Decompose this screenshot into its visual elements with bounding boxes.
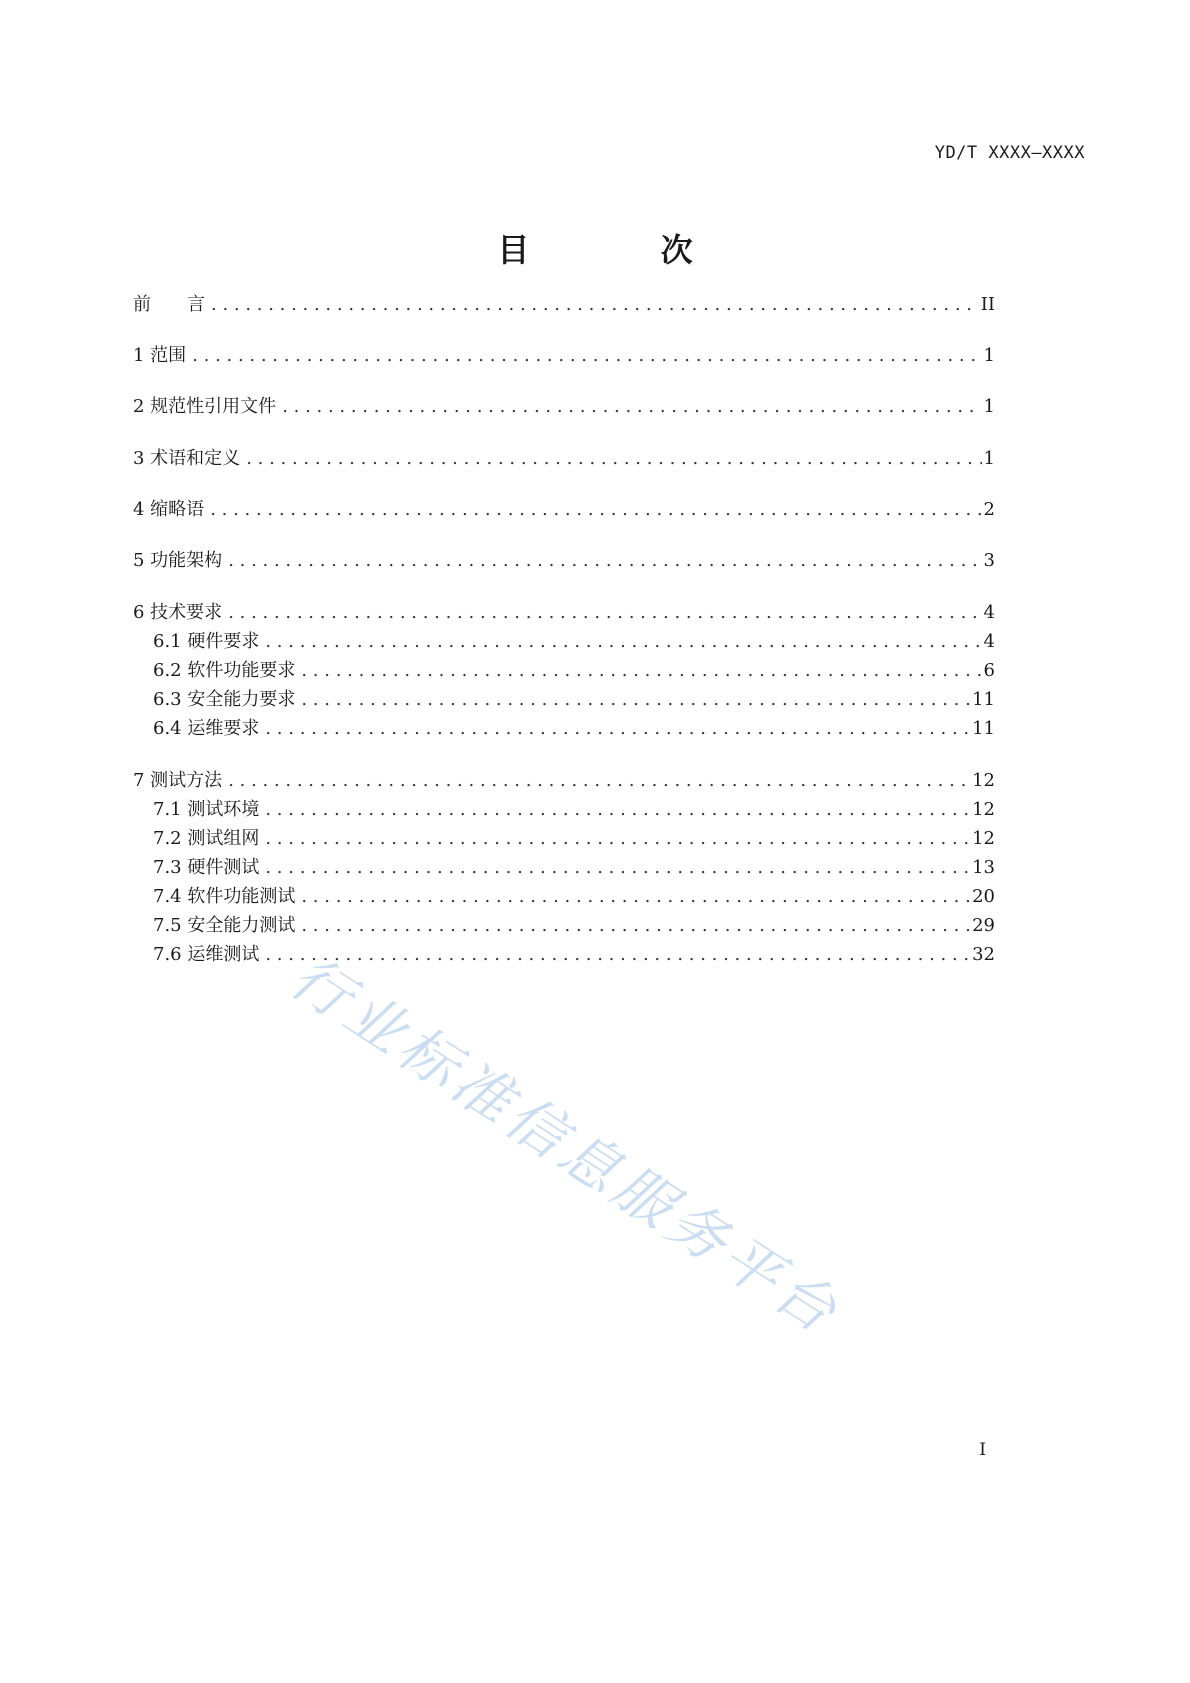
toc-leader-dots (301, 885, 970, 909)
toc-entry-label: 7.2 测试组网 (153, 828, 260, 849)
toc-entry-7[interactable] (133, 769, 995, 793)
toc-title: 目 次 (497, 231, 753, 269)
toc-leader-dots (228, 601, 981, 625)
toc-entry-label: 6.4 运维要求 (153, 718, 260, 739)
toc-entry-page: 1 (983, 448, 995, 469)
toc-leader-dots (301, 914, 970, 938)
toc-entry-label: 1 范围 (133, 345, 187, 366)
toc-entry-4[interactable] (133, 498, 995, 522)
toc-entry-page: 13 (972, 857, 995, 878)
toc-entry-label: 6 技术要求 (133, 602, 223, 623)
toc-entry-6-3[interactable] (153, 688, 995, 712)
toc-entry-page: II (980, 294, 995, 315)
toc-entry-page: 20 (972, 886, 995, 907)
toc-entry-6-2[interactable] (153, 659, 995, 683)
toc-entry-page: 12 (972, 799, 995, 820)
toc-entry-label: 7 测试方法 (133, 770, 223, 791)
toc-entry-page: 2 (983, 499, 995, 520)
toc-leader-dots (265, 717, 970, 741)
toc-entry-7-3[interactable] (153, 856, 995, 880)
toc-entry-6[interactable] (133, 601, 995, 625)
toc-entry-label: 前 言 (133, 294, 205, 315)
toc-entry-2[interactable] (133, 395, 995, 419)
toc-leader-dots (265, 798, 970, 822)
toc-entry-page: 6 (983, 660, 995, 681)
toc-entry-7-5[interactable] (153, 914, 995, 938)
toc-entry-label: 7.6 运维测试 (153, 944, 260, 965)
page-number: I (979, 1440, 986, 1460)
toc-entry-page: 12 (972, 770, 995, 791)
watermark: 行业标准信息服务平台 (278, 942, 853, 1349)
toc-leader-dots (265, 827, 970, 851)
toc-entry-6-1[interactable] (153, 630, 995, 654)
toc-leader-dots (246, 447, 981, 471)
toc-leader-dots (265, 856, 970, 880)
toc-entry-page: 11 (972, 718, 995, 739)
toc-leader-dots (282, 395, 981, 419)
toc-entry-label: 5 功能架构 (133, 550, 223, 571)
toc-entry-page: 4 (983, 602, 995, 623)
toc-entry-page: 3 (983, 550, 995, 571)
toc-leader-dots (228, 549, 981, 573)
toc-entry-7-1[interactable] (153, 798, 995, 822)
toc-entry-page: 12 (972, 828, 995, 849)
toc-entry-6-4[interactable] (153, 717, 995, 741)
toc-entry-label: 6.3 安全能力要求 (153, 689, 296, 710)
toc-entry-label: 7.5 安全能力测试 (153, 915, 296, 936)
toc-leader-dots (211, 293, 979, 317)
toc-entry-page: 1 (983, 345, 995, 366)
toc-leader-dots (265, 943, 970, 967)
toc-entry-label: 3 术语和定义 (133, 448, 241, 469)
toc-entry-page: 1 (983, 396, 995, 417)
toc-entry-7-4[interactable] (153, 885, 995, 909)
toc-leader-dots (192, 344, 981, 368)
toc-entry-label: 6.2 软件功能要求 (153, 660, 296, 681)
toc-entry-label: 2 规范性引用文件 (133, 396, 277, 417)
toc-entry-page: 11 (972, 689, 995, 710)
toc-entry-page: 29 (972, 915, 995, 936)
toc-entry-foreword[interactable] (133, 293, 995, 317)
toc-entry-label: 7.4 软件功能测试 (153, 886, 296, 907)
toc-entry-page: 4 (983, 631, 995, 652)
toc-entry-7-6[interactable] (153, 943, 995, 967)
toc-leader-dots (265, 630, 981, 654)
toc-entry-7-2[interactable] (153, 827, 995, 851)
toc-entry-page: 32 (972, 944, 995, 965)
toc-entry-label: 4 缩略语 (133, 499, 205, 520)
toc-leader-dots (210, 498, 981, 522)
toc-entry-5[interactable] (133, 549, 995, 573)
toc-entry-label: 7.1 测试环境 (153, 799, 260, 820)
toc-entry-1[interactable] (133, 344, 995, 368)
toc-entry-label: 7.3 硬件测试 (153, 857, 260, 878)
toc-leader-dots (228, 769, 970, 793)
toc-entry-3[interactable] (133, 447, 995, 471)
toc-leader-dots (301, 688, 970, 712)
document-code: YD/T XXXX—XXXX (934, 143, 1085, 163)
toc-leader-dots (301, 659, 981, 683)
toc-entry-label: 6.1 硬件要求 (153, 631, 260, 652)
